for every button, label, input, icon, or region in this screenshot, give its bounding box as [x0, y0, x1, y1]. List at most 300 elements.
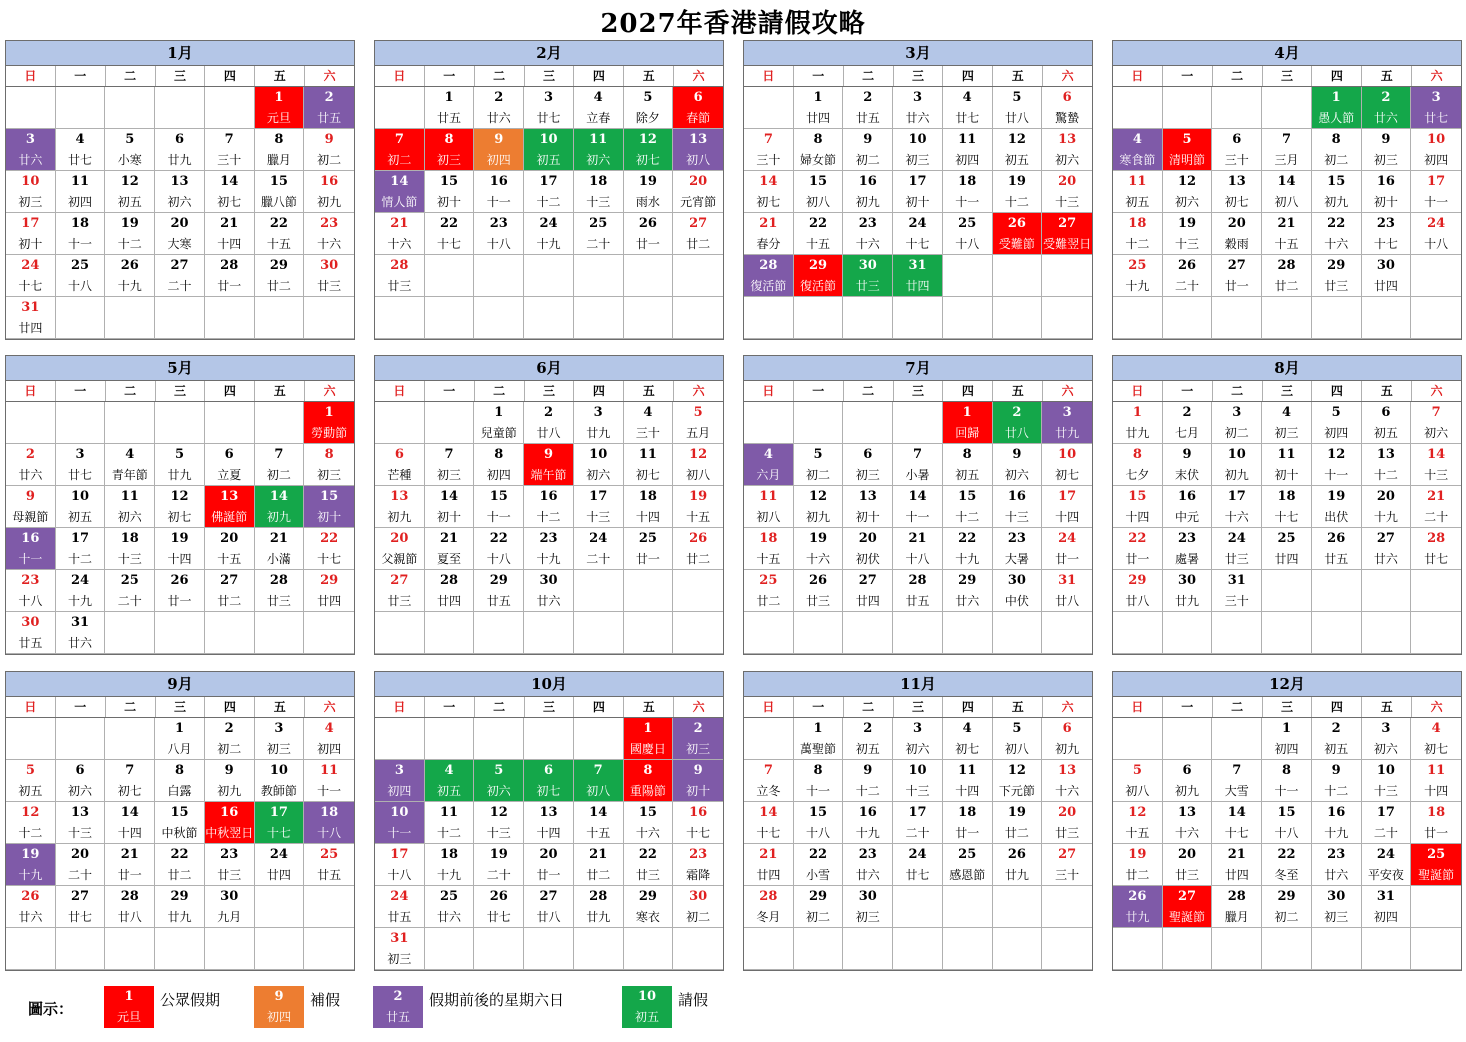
lunar-label: 初九: [317, 195, 342, 209]
day-number: 16: [1376, 174, 1395, 189]
lunar-label: 愚人節: [1318, 111, 1355, 125]
day-cell: [56, 802, 106, 844]
day-number: 25: [440, 889, 459, 904]
lunar-label: 廿三: [1055, 826, 1080, 840]
lunar-label: 廿二: [756, 594, 781, 608]
day-cell: [893, 213, 943, 255]
lunar-label: 十一: [18, 552, 43, 566]
day-number: 28: [120, 889, 139, 904]
day-cell: [673, 802, 723, 844]
empty-cell: [375, 297, 425, 339]
day-cell: [1362, 87, 1412, 129]
day-cell: [893, 486, 943, 528]
lunar-label: 受難翌日: [1043, 237, 1092, 251]
lunar-label: 廿六: [486, 111, 511, 125]
empty-cell: [255, 297, 305, 339]
day-cell: [205, 844, 255, 886]
day-number: 29: [958, 573, 977, 588]
lunar-label: 廿九: [1004, 868, 1029, 882]
lunar-label: 初五: [68, 510, 93, 524]
day-number: 28: [220, 258, 239, 273]
day-cell: [1411, 129, 1461, 171]
day-number: 12: [1007, 763, 1026, 778]
lunar-label: 下元節: [998, 784, 1035, 798]
lunar-label: 十七: [686, 826, 711, 840]
day-cell: [155, 171, 205, 213]
empty-cell: [205, 87, 255, 129]
day-cell: [6, 760, 56, 802]
day-cell: [304, 87, 354, 129]
lunar-label: 十一: [806, 784, 831, 798]
day-cell: [993, 760, 1043, 802]
lunar-label: 十九: [18, 868, 43, 882]
empty-cell: [1212, 612, 1262, 654]
empty-cell: [1312, 612, 1362, 654]
day-cell: [304, 486, 354, 528]
lunar-label: 二十: [68, 868, 93, 882]
day-number: 19: [489, 847, 508, 862]
lunar-label: 廿四: [18, 321, 43, 335]
lunar-label: 廿一: [955, 826, 980, 840]
day-cell: [943, 844, 993, 886]
day-number: 30: [689, 889, 708, 904]
empty-cell: [155, 402, 205, 444]
day-number: 27: [1058, 216, 1077, 231]
day-cell: [304, 570, 354, 612]
day-cell: [843, 87, 893, 129]
lunar-label: 初五: [437, 784, 462, 798]
lunar-label: 復活節: [750, 279, 787, 293]
empty-cell: [105, 718, 155, 760]
day-cell: [474, 129, 524, 171]
weekday-label: 六: [692, 69, 705, 83]
day-cell: [375, 171, 425, 213]
lunar-label: 十六: [1175, 826, 1200, 840]
day-number: 14: [589, 805, 608, 820]
lunar-label: 十一: [486, 510, 511, 524]
day-number: 25: [638, 531, 657, 546]
weekday-label: 二: [106, 697, 156, 717]
day-cell: [474, 213, 524, 255]
day-number: 27: [1376, 531, 1395, 546]
day-cell: [205, 802, 255, 844]
lunar-label: 重陽節: [629, 784, 666, 798]
lunar-label: 勞動節: [311, 426, 348, 440]
day-number: 2: [1331, 721, 1341, 736]
day-cell: [1312, 886, 1362, 928]
day-cell: [255, 718, 305, 760]
lunar-label: 初九: [855, 195, 880, 209]
lunar-label: 情人節: [381, 195, 418, 209]
lunar-label: 十八: [1274, 826, 1299, 840]
weekday-label: 四: [943, 697, 993, 717]
day-number: 8: [962, 447, 972, 462]
day-cell: [1262, 402, 1312, 444]
day-number: 1: [1331, 90, 1341, 105]
day-cell: [794, 886, 844, 928]
weekday-label: 日: [744, 66, 794, 86]
lunar-label: 初二: [317, 153, 342, 167]
lunar-label: 廿六: [18, 468, 43, 482]
day-cell: [1113, 802, 1163, 844]
day-number: 20: [170, 216, 189, 231]
day-number: 20: [1227, 216, 1246, 231]
day-cell: [474, 844, 524, 886]
day-number: 16: [539, 489, 558, 504]
weekday-row: [1113, 381, 1461, 402]
empty-cell: [1362, 612, 1412, 654]
day-number: 13: [1058, 132, 1077, 147]
weekday-label: 一: [1163, 66, 1213, 86]
lunar-label: 十三: [905, 784, 930, 798]
day-cell: [673, 171, 723, 213]
lunar-label: 十七: [317, 552, 342, 566]
day-number: 3: [274, 721, 284, 736]
day-cell: [744, 760, 794, 802]
day-cell: [1411, 171, 1461, 213]
day-number: 20: [1178, 847, 1197, 862]
day-number: 31: [390, 931, 409, 946]
weekday-label: 六: [692, 700, 705, 714]
lunar-label: 除夕: [635, 111, 660, 125]
day-number: 22: [1128, 531, 1147, 546]
empty-cell: [624, 297, 674, 339]
empty-cell: [1262, 928, 1312, 970]
day-cell: [205, 886, 255, 928]
day-cell: [1262, 718, 1312, 760]
day-cell: [943, 528, 993, 570]
day-number: 11: [1128, 174, 1147, 189]
weekday-label: 二: [844, 66, 894, 86]
day-cell: [1113, 570, 1163, 612]
lunar-label: 三十: [1224, 153, 1249, 167]
day-cell: [574, 213, 624, 255]
day-number: 4: [125, 447, 135, 462]
day-number: 7: [224, 132, 234, 147]
day-number: 23: [539, 531, 558, 546]
day-number: 11: [320, 763, 339, 778]
lunar-label: 初六: [586, 468, 611, 482]
day-number: 28: [1427, 531, 1446, 546]
month-2: [374, 40, 724, 340]
lunar-label: 霜降: [686, 868, 711, 882]
lunar-label: 初六: [586, 153, 611, 167]
day-cell: [794, 760, 844, 802]
day-number: 3: [1232, 405, 1242, 420]
lunar-label: 初三: [1274, 426, 1299, 440]
day-cell: [943, 129, 993, 171]
day-cell: [1113, 129, 1163, 171]
day-cell: [375, 528, 425, 570]
day-number: 6: [75, 763, 85, 778]
day-number: 9: [543, 447, 554, 462]
lunar-label: 廿八: [536, 426, 561, 440]
empty-cell: [574, 928, 624, 970]
empty-cell: [893, 928, 943, 970]
lunar-label: 穀雨: [1224, 237, 1249, 251]
weekday-row: [6, 697, 354, 718]
day-number: 5: [174, 447, 185, 462]
lunar-label: 初五: [955, 468, 980, 482]
day-cell: [155, 444, 205, 486]
day-cell: [574, 129, 624, 171]
day-number: 30: [220, 889, 239, 904]
weekday-row: [375, 66, 723, 87]
day-number: 16: [858, 174, 877, 189]
day-number: 29: [269, 258, 288, 273]
empty-cell: [574, 612, 624, 654]
lunar-label: 十一: [317, 784, 342, 798]
day-cell: [425, 213, 475, 255]
weekday-label: 三: [156, 66, 206, 86]
lunar-label: 廿四: [905, 279, 930, 293]
empty-cell: [1113, 87, 1163, 129]
day-cell: [6, 528, 56, 570]
day-cell: [1362, 129, 1412, 171]
day-number: 2: [224, 721, 234, 736]
lunar-label: 婦女節: [800, 153, 837, 167]
day-cell: [6, 444, 56, 486]
day-cell: [155, 570, 205, 612]
day-number: 20: [71, 847, 90, 862]
day-number: 12: [1327, 447, 1346, 462]
weekday-label: 日: [1113, 697, 1163, 717]
lunar-label: 初七: [955, 742, 980, 756]
day-number: 6: [543, 763, 554, 778]
lunar-label: 初十: [317, 510, 342, 524]
day-number: 26: [489, 889, 508, 904]
empty-cell: [105, 612, 155, 654]
empty-cell: [155, 612, 205, 654]
day-number: 5: [1012, 721, 1022, 736]
day-cell: [56, 528, 106, 570]
day-grid: [375, 402, 723, 654]
day-number: 23: [1007, 531, 1026, 546]
day-cell: [255, 129, 305, 171]
lunar-label: 夏至: [437, 552, 462, 566]
empty-cell: [524, 928, 574, 970]
day-number: 13: [1376, 447, 1395, 462]
day-number: 22: [1327, 216, 1346, 231]
empty-cell: [105, 402, 155, 444]
day-number: 28: [440, 573, 459, 588]
day-cell: [425, 886, 475, 928]
day-cell: [744, 444, 794, 486]
day-cell: [843, 444, 893, 486]
day-number: 27: [1227, 258, 1246, 273]
lunar-label: 初十: [437, 510, 462, 524]
lunar-label: 廿四: [1274, 552, 1299, 566]
empty-cell: [1163, 718, 1213, 760]
day-number: 2: [863, 90, 873, 105]
day-number: 1: [444, 90, 454, 105]
empty-cell: [255, 402, 305, 444]
empty-cell: [1411, 570, 1461, 612]
day-number: 29: [489, 573, 508, 588]
lunar-label: 廿四: [806, 111, 831, 125]
day-number: 18: [958, 174, 977, 189]
lunar-label: 廿七: [905, 868, 930, 882]
day-cell: [744, 129, 794, 171]
empty-cell: [794, 612, 844, 654]
lunar-label: 初六: [117, 510, 142, 524]
day-cell: [474, 760, 524, 802]
day-cell: [744, 844, 794, 886]
empty-cell: [105, 297, 155, 339]
empty-cell: [843, 928, 893, 970]
empty-cell: [6, 87, 56, 129]
day-number: 9: [224, 763, 234, 778]
lunar-label: 廿四: [756, 868, 781, 882]
day-cell: [6, 570, 56, 612]
empty-cell: [425, 297, 475, 339]
lunar-label: 初六: [68, 784, 93, 798]
lunar-label: 十一: [1324, 468, 1349, 482]
day-number: 8: [1132, 447, 1142, 462]
day-cell: [673, 760, 723, 802]
lunar-label: 十二: [536, 510, 561, 524]
day-number: 28: [759, 258, 778, 273]
day-number: 7: [444, 447, 454, 462]
empty-cell: [1113, 718, 1163, 760]
lunar-label: 廿七: [955, 111, 980, 125]
month-1: [5, 40, 355, 340]
day-number: 6: [1232, 132, 1242, 147]
lunar-label: 七月: [1175, 426, 1200, 440]
weekday-label: 一: [794, 697, 844, 717]
day-number: 15: [170, 805, 189, 820]
day-cell: [574, 528, 624, 570]
legend-text: 假期前後的星期六日: [429, 991, 565, 1009]
day-number: 11: [958, 132, 977, 147]
empty-cell: [574, 570, 624, 612]
day-cell: [375, 844, 425, 886]
lunar-label: 芒種: [387, 468, 412, 482]
day-cell: [1113, 844, 1163, 886]
day-number: 26: [120, 258, 139, 273]
day-cell: [105, 444, 155, 486]
day-number: 1: [324, 405, 334, 420]
day-number: 26: [1327, 531, 1346, 546]
lunar-label: 初三: [1373, 153, 1398, 167]
day-number: 25: [1128, 258, 1147, 273]
day-number: 21: [759, 216, 778, 231]
lunar-label: 末伏: [1175, 468, 1200, 482]
day-number: 14: [908, 489, 927, 504]
empty-cell: [1411, 297, 1461, 339]
day-number: 6: [1062, 90, 1072, 105]
day-cell: [1042, 402, 1092, 444]
day-cell: [1312, 255, 1362, 297]
lunar-label: 初九: [806, 510, 831, 524]
lunar-label: 初七: [117, 784, 142, 798]
empty-cell: [993, 255, 1043, 297]
empty-cell: [425, 612, 475, 654]
weekday-label: 五: [1362, 66, 1412, 86]
empty-cell: [794, 402, 844, 444]
day-number: 31: [71, 615, 90, 630]
lunar-label: 十三: [1424, 468, 1449, 482]
day-number: 26: [1007, 847, 1026, 862]
day-number: 27: [539, 889, 558, 904]
day-number: 27: [71, 889, 90, 904]
day-number: 10: [1427, 132, 1446, 147]
empty-cell: [56, 928, 106, 970]
weekday-label: 六: [323, 69, 336, 83]
day-cell: [425, 171, 475, 213]
day-cell: [425, 528, 475, 570]
lunar-label: 寒食節: [1119, 153, 1156, 167]
day-cell: [304, 528, 354, 570]
day-cell: [843, 844, 893, 886]
lunar-label: 廿九: [1125, 426, 1150, 440]
day-cell: [1312, 444, 1362, 486]
weekday-label: 四: [574, 381, 624, 401]
day-number: 11: [958, 763, 977, 778]
day-cell: [205, 486, 255, 528]
lunar-label: 初六: [1004, 468, 1029, 482]
day-number: 22: [809, 216, 828, 231]
legend-swatch-orange: 9 初四: [254, 986, 304, 1028]
day-cell: [1163, 802, 1213, 844]
day-cell: [1163, 402, 1213, 444]
day-cell: [425, 844, 475, 886]
empty-cell: [673, 255, 723, 297]
day-cell: [993, 402, 1043, 444]
lunar-label: 十一: [486, 195, 511, 209]
day-number: 6: [693, 90, 703, 105]
day-number: 19: [21, 847, 40, 862]
empty-cell: [744, 718, 794, 760]
day-cell: [1212, 171, 1262, 213]
weekday-label: 三: [525, 66, 575, 86]
day-cell: [105, 129, 155, 171]
day-number: 5: [1182, 132, 1192, 147]
day-cell: [993, 87, 1043, 129]
weekday-label: 一: [56, 381, 106, 401]
day-number: 21: [390, 216, 409, 231]
empty-cell: [624, 612, 674, 654]
day-cell: [6, 612, 56, 654]
lunar-label: 廿三: [266, 594, 291, 608]
day-cell: [375, 760, 425, 802]
day-number: 1: [1132, 405, 1142, 420]
empty-cell: [1113, 297, 1163, 339]
lunar-label: 廿六: [905, 111, 930, 125]
empty-cell: [1212, 928, 1262, 970]
empty-cell: [574, 718, 624, 760]
lunar-label: 初八: [756, 510, 781, 524]
day-number: 6: [394, 447, 404, 462]
day-number: 15: [440, 174, 459, 189]
day-cell: [893, 718, 943, 760]
day-cell: [1262, 802, 1312, 844]
lunar-label: 十八: [955, 237, 980, 251]
empty-cell: [1312, 570, 1362, 612]
day-number: 6: [224, 447, 234, 462]
day-cell: [993, 171, 1043, 213]
day-number: 7: [394, 132, 404, 147]
day-number: 23: [489, 216, 508, 231]
day-cell: [1362, 486, 1412, 528]
lunar-label: 聖誕節: [1169, 910, 1206, 924]
day-number: 28: [1277, 258, 1296, 273]
day-grid: [6, 87, 354, 339]
day-number: 24: [908, 216, 927, 231]
month-title: 9月: [6, 672, 354, 697]
weekday-label: 日: [6, 66, 56, 86]
day-cell: [205, 570, 255, 612]
